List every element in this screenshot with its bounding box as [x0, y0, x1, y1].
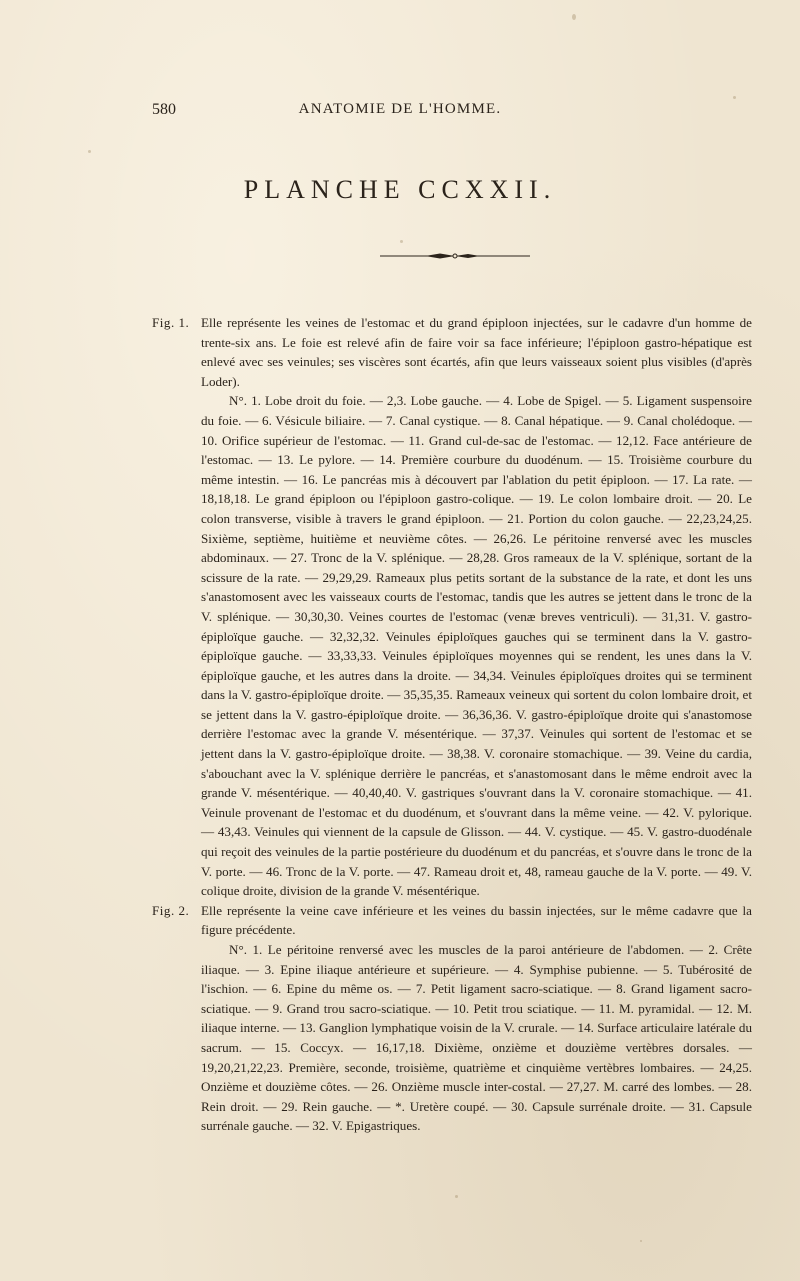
figure-2-entry	[152, 901, 752, 1136]
figure-legend: N°. 1. Lobe droit du foie. — 2,3. Lobe gauche. — 4. Lobe de Spigel. — 5. Ligament suspensoire du foie. — 6. Vésicule biliaire. — 7. Canal cystique. — 8. Canal hépatique. — 9. Canal cholédoque. — 10. Orifice supérieur de l'estomac. — 11. Grand cul-de-sac de l'estomac. — 12,12. Face antérieure de l'estomac. — 13. Le pylore. — 14. Première courbure du duodénum. — 15. Troisième courbure du même intestin. — 16. Le pancréas mis à découvert par l'ablation du petit épiploon. — 17. La rate. — 18,18,18. Le grand épiploon ou l'épiploon gastro-colique. — 19. Le colon lombaire droit. — 20. Le colon transverse, visible à travers le grand épiploon. — 21. Portion du colon gauche. — 22,23,24,25. Sixième, septième, huitième et neuvième côtes. — 26,26. Le péritoine renversé avec les muscles abdominaux. — 27. Tronc de la V. splénique. — 28,28. Gros rameaux de la V. splénique, sortant de la scissure de la rate. — 29,29,29. Rameaux plus petits sortant de la substance de la rate, et dont les uns s'anastomosent avec les vaisseaux courts de l'estomac, tandis que les autres se jettent dans le tronc de la V. splénique. — 30,30,30. Veines courtes de l'estomac (venæ breves ventriculi). — 31,31. V. gastro-épiploïque gauche. — 32,32,32. Veinules épiploïques gauches qui se terminent dans la V. gastro-épiploïque gauche. — 33,33,33. Veinules épiploïques moyennes qui se rendent, les unes dans la V. épiploïque gauche, et les autres dans la droite. — 34,34. Veinules épiploïques droites qui se terminent dans la V. gastro-épiploïque droite. — 35,35,35. Rameaux veineux qui sortent du colon lombaire droit, et se jettent dans la V. gastro-épiploïque droite. — 36,36,36. V. gastro-épiploïque droite qui s'anastomose derrière l'estomac avec la grande V. mésentérique. — 37,37. Veinules qui sortent de l'estomac et se jettent dans la V. gastro-épiploïque droite. — 38,38. V. coronaire stomachique. — 39. Veine du cardia, s'abouchant avec la V. splénique derrière le pancréas, et s'anastomosant dans le même endroit avec la grande V. mésentérique. — 40,40,40. V. gastriques s'ouvrant dans la V. coronaire stomachique. — 41. Veinule provenant de l'estomac et du duodénum, et s'ouvrant dans la même veine. — 42. V. pylorique. — 43,43. Veinules qui viennent de la capsule de Glisson. — 44. V. cystique. — 45. V. gastro-duodénale qui reçoit des veinules de la partie postérieure du duodénum et du pancréas, et s'ouvre dans le tronc de la V. porte. — 46. Tronc de la V. porte. — 47. Rameau droit et, 48, rameau gauche de la V. porte. — 49. V. colique droite, division de la grande V. mésentérique.	[201, 393, 752, 899]
plate-description	[152, 313, 752, 1136]
foxing-spot	[455, 1195, 458, 1198]
figure-legend: N°. 1. Le péritoine renversé avec les muscles de la paroi antérieure de l'abdomen. — 2. Crête iliaque. — 3. Epine iliaque antérieure et supérieure. — 4. Symphise pubienne. — 5. Tubérosité de l'ischion. — 6. Epine du même os. — 7. Petit ligament sacro-sciatique. — 8. Grand ligament sacro-sciatique. — 9. Grand trou sacro-sciatique. — 10. Petit trou sciatique. — 11. M. pyramidal. — 12. M. iliaque interne. — 13. Ganglion lymphatique voisin de la V. crurale. — 14. Surface articulaire latérale du sacrum. — 15. Coccyx. — 16,17,18. Dixième, onzième et douzième vertèbres dorsales. — 19,20,21,22,23. Première, seconde, troisième, quatrième et cinquième vertèbres lombaires. — 24,25. Onzième et douzième côtes. — 26. Onzième muscle inter-costal. — 27,27. M. carré des lombes. — 28. Rein droit. — 29. Rein gauche. — *. Uretère coupé. — 30. Capsule surrénale droite. — 31. Capsule surrénale gauche. — 32. V. Epigastriques.	[201, 942, 752, 1134]
page-number: 580	[152, 101, 176, 118]
figure-description: Elle représente la veine cave inférieure et les veines du bassin injectées, sur le même cadavre que la figure précédente.	[201, 902, 752, 938]
ornament-divider	[380, 250, 530, 262]
plate-title: PLANCHE CCXXII.	[243, 175, 557, 204]
figure-1-entry	[152, 313, 752, 901]
foxing-spot	[733, 96, 736, 99]
figure-description: Elle représente les veines de l'estomac et du grand épiploon injectées, sur le cadavre d'un homme de trente-six ans. Le foie est relevé afin de faire voir sa face inférieure; l'épiploon gastro-hépatique est enlevé avec ses veinules; ses viscères sont écartés, afin que leurs vaisseaux soient plus visibles (d'après Loder).	[201, 315, 752, 389]
running-title: ANATOMIE DE L'HOMME.	[298, 101, 502, 117]
figure-label: Fig. 1.	[152, 315, 190, 330]
running-head	[0, 101, 800, 123]
foxing-spot	[640, 1240, 642, 1242]
foxing-spot	[400, 240, 403, 243]
foxing-spot	[88, 150, 91, 153]
foxing-spot	[572, 14, 576, 20]
figure-label: Fig. 2.	[152, 902, 190, 918]
